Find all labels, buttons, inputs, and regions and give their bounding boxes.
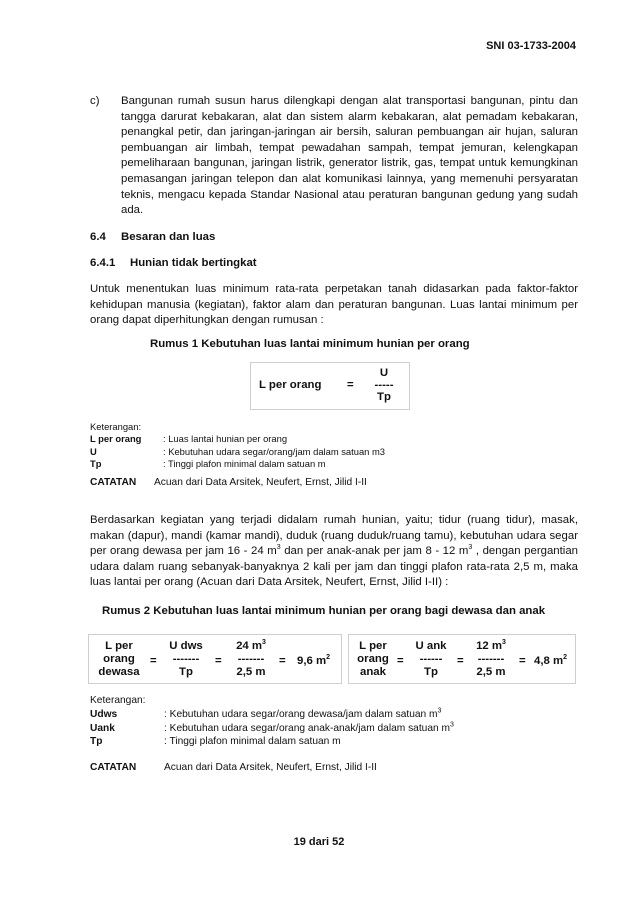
adult-num-2-sup: 3	[262, 639, 266, 647]
adult-lhs-line2: orang	[103, 653, 135, 665]
legend-desc: : Tinggi plafon minimal dalam satuan m	[164, 736, 341, 748]
section-6-4-1-title: Hunian tidak bertingkat	[130, 257, 257, 269]
section-6-4-title: Besaran dan luas	[121, 231, 216, 243]
legend-term: Uank	[90, 722, 115, 734]
page-number: 19 dari 52	[293, 836, 345, 848]
legend-term: Tp	[90, 458, 102, 470]
legend-desc-text: : Kebutuhan udara segar/orang dewasa/jam dalam satuan m	[164, 709, 438, 720]
legend-desc: : Tinggi plafon minimal dalam satuan m	[163, 458, 326, 470]
child-bar-1: ------	[419, 653, 443, 665]
para2-part2: dan per anak-anak per jam 8 - 12 m	[280, 545, 469, 558]
adult-result	[297, 654, 330, 670]
legend-1-label: Keterangan:	[90, 421, 142, 432]
formula-1-fraction-bar: -----	[374, 379, 394, 391]
child-result	[534, 654, 567, 670]
child-num-2-text: 12 m	[476, 640, 503, 652]
note-2-label: CATATAN	[90, 762, 137, 773]
intro-paragraph: Untuk menentukan luas minimum rata-rata perpetakan tanah didasarkan pada faktor-faktor kehidupan manusia (kegiatan), faktor alam dan peraturan bangunan. Luas lantai minimum per orang dapat diperhitungkan dengan rumusan :	[90, 283, 578, 327]
legend-desc	[164, 722, 454, 736]
child-bar-2: -------	[477, 653, 505, 665]
air-requirement-paragraph	[90, 513, 578, 591]
legend-desc-sup: 3	[437, 707, 442, 715]
adult-equals-3: =	[279, 655, 286, 667]
legend-1-row	[90, 446, 490, 459]
adult-bar-2: -------	[237, 653, 265, 665]
child-den-2: 2,5 m	[476, 666, 506, 678]
adult-den-1: Tp	[179, 666, 193, 678]
para2-sup2: 3	[468, 544, 473, 552]
child-result-sup: 2	[563, 654, 568, 662]
legend-term: Udws	[90, 709, 118, 720]
item-c-marker: c)	[90, 95, 100, 107]
legend-2-table	[90, 708, 510, 749]
child-lhs-line3: anak	[360, 666, 386, 678]
para2-part3: , dengan pergantian udara dalam ruang sebanyak-banyaknya 2 kali per jam dan tinggi plafon rata-rata 2,5 m, maka luas lantai per orang (Acuan dari Data Arsitek, Neufert, Ernst, Jilid I-II) :	[90, 545, 578, 589]
legend-term: L per orang	[90, 433, 142, 444]
legend-desc: : Kebutuhan udara segar/orang/jam dalam satuan m3	[163, 445, 386, 457]
adult-bar-1: -------	[172, 653, 200, 665]
legend-2-row	[90, 735, 510, 749]
formula-1-equals: =	[347, 379, 354, 391]
adult-equals-2: =	[215, 655, 222, 667]
adult-num-1: U dws	[169, 640, 203, 652]
formula-1-title: Rumus 1 Kebutuhan luas lantai minimum hunian per orang	[150, 338, 470, 350]
legend-2-label: Keterangan:	[90, 695, 146, 706]
note-2	[90, 762, 377, 773]
adult-lhs-line1: L per	[105, 640, 133, 652]
formula-1-numerator: U	[379, 367, 389, 379]
child-equals-3: =	[519, 655, 526, 667]
note-1-label: CATATAN	[90, 477, 137, 488]
legend-desc	[164, 708, 441, 722]
adult-equals-1: =	[150, 655, 157, 667]
formula-2-adult-box	[88, 634, 342, 684]
child-num-1: U ank	[415, 640, 447, 652]
adult-den-2: 2,5 m	[236, 666, 266, 678]
note-1-text: Acuan dari Data Arsitek, Neufert, Ernst, Jilid I-II	[154, 477, 367, 488]
legend-1-row	[90, 433, 490, 446]
legend-term: U	[90, 445, 97, 457]
formula-1-denominator: Tp	[377, 391, 391, 403]
document-code: SNI 03-1733-2004	[486, 40, 576, 52]
child-lhs-line2: orang	[357, 653, 389, 665]
item-c-text: Bangunan rumah susun harus dilengkapi dengan alat transportasi bangunan, pintu dan tangga darurat kebakaran, alat dan sistem alarm kebakaran, alat pemadam kebakaran, penangkal petir, dan jaringan-jaringan air bersih, saluran pembuangan air hujan, saluran pembuangan air limbah, tempat pewadahan sampah, tempat jemuran, kelengkapan pemeliharaan bangunan, jaringan listrik, generator listrik, gas, tempat untuk kemungkinan pemasangan jaringan telepon dan alat komunikasi lainnya, yang memenuhi persyaratan teknis, mengacu kepada Standar Nasional atau peraturan bangunan gedung yang sudah ada.	[121, 95, 578, 217]
legend-1-table	[90, 433, 490, 471]
child-result-text: 4,8 m	[534, 655, 564, 667]
legend-desc-sup: 3	[450, 721, 454, 729]
section-6-4-number: 6.4	[90, 231, 106, 243]
child-lhs-line1: L per	[359, 640, 387, 652]
legend-2-row	[90, 722, 510, 736]
para2-part1: Berdasarkan kegiatan yang terjadi didalam rumah hunian, yaitu; tidur (ruang tidur), masak, makan (dapur), mandi (kamar mandi), duduk (ruang duduk/ruang tamu), kebutuhan udara segar per orang dewasa per jam 16 - 24 m	[90, 514, 578, 558]
legend-desc: : Luas lantai hunian per orang	[163, 433, 288, 444]
adult-result-sup: 2	[326, 654, 331, 662]
formula-1-lhs: L per orang	[259, 379, 322, 391]
note-2-text: Acuan dari Data Arsitek, Neufert, Ernst, Jilid I-II	[164, 762, 377, 773]
legend-1-row	[90, 458, 490, 471]
formula-1-box	[250, 362, 410, 410]
child-equals-2: =	[457, 655, 464, 667]
adult-result-text: 9,6 m	[297, 655, 327, 667]
note-1	[90, 477, 367, 488]
adult-lhs-line3: dewasa	[98, 666, 140, 678]
legend-desc-text: : Kebutuhan udara segar/orang anak-anak/jam dalam satuan m	[164, 722, 450, 734]
legend-term: Tp	[90, 736, 103, 748]
formula-2-title: Rumus 2 Kebutuhan luas lantai minimum hunian per orang bagi dewasa dan anak	[102, 605, 546, 617]
child-den-1: Tp	[424, 666, 438, 678]
legend-2-row	[90, 708, 510, 722]
para2-sup1: 3	[276, 544, 281, 552]
child-num-2-sup: 3	[502, 639, 506, 647]
formula-2-child-box	[348, 634, 576, 684]
child-equals-1: =	[397, 655, 404, 667]
section-6-4-1-number: 6.4.1	[90, 257, 116, 269]
adult-num-2-text: 24 m	[236, 640, 263, 652]
